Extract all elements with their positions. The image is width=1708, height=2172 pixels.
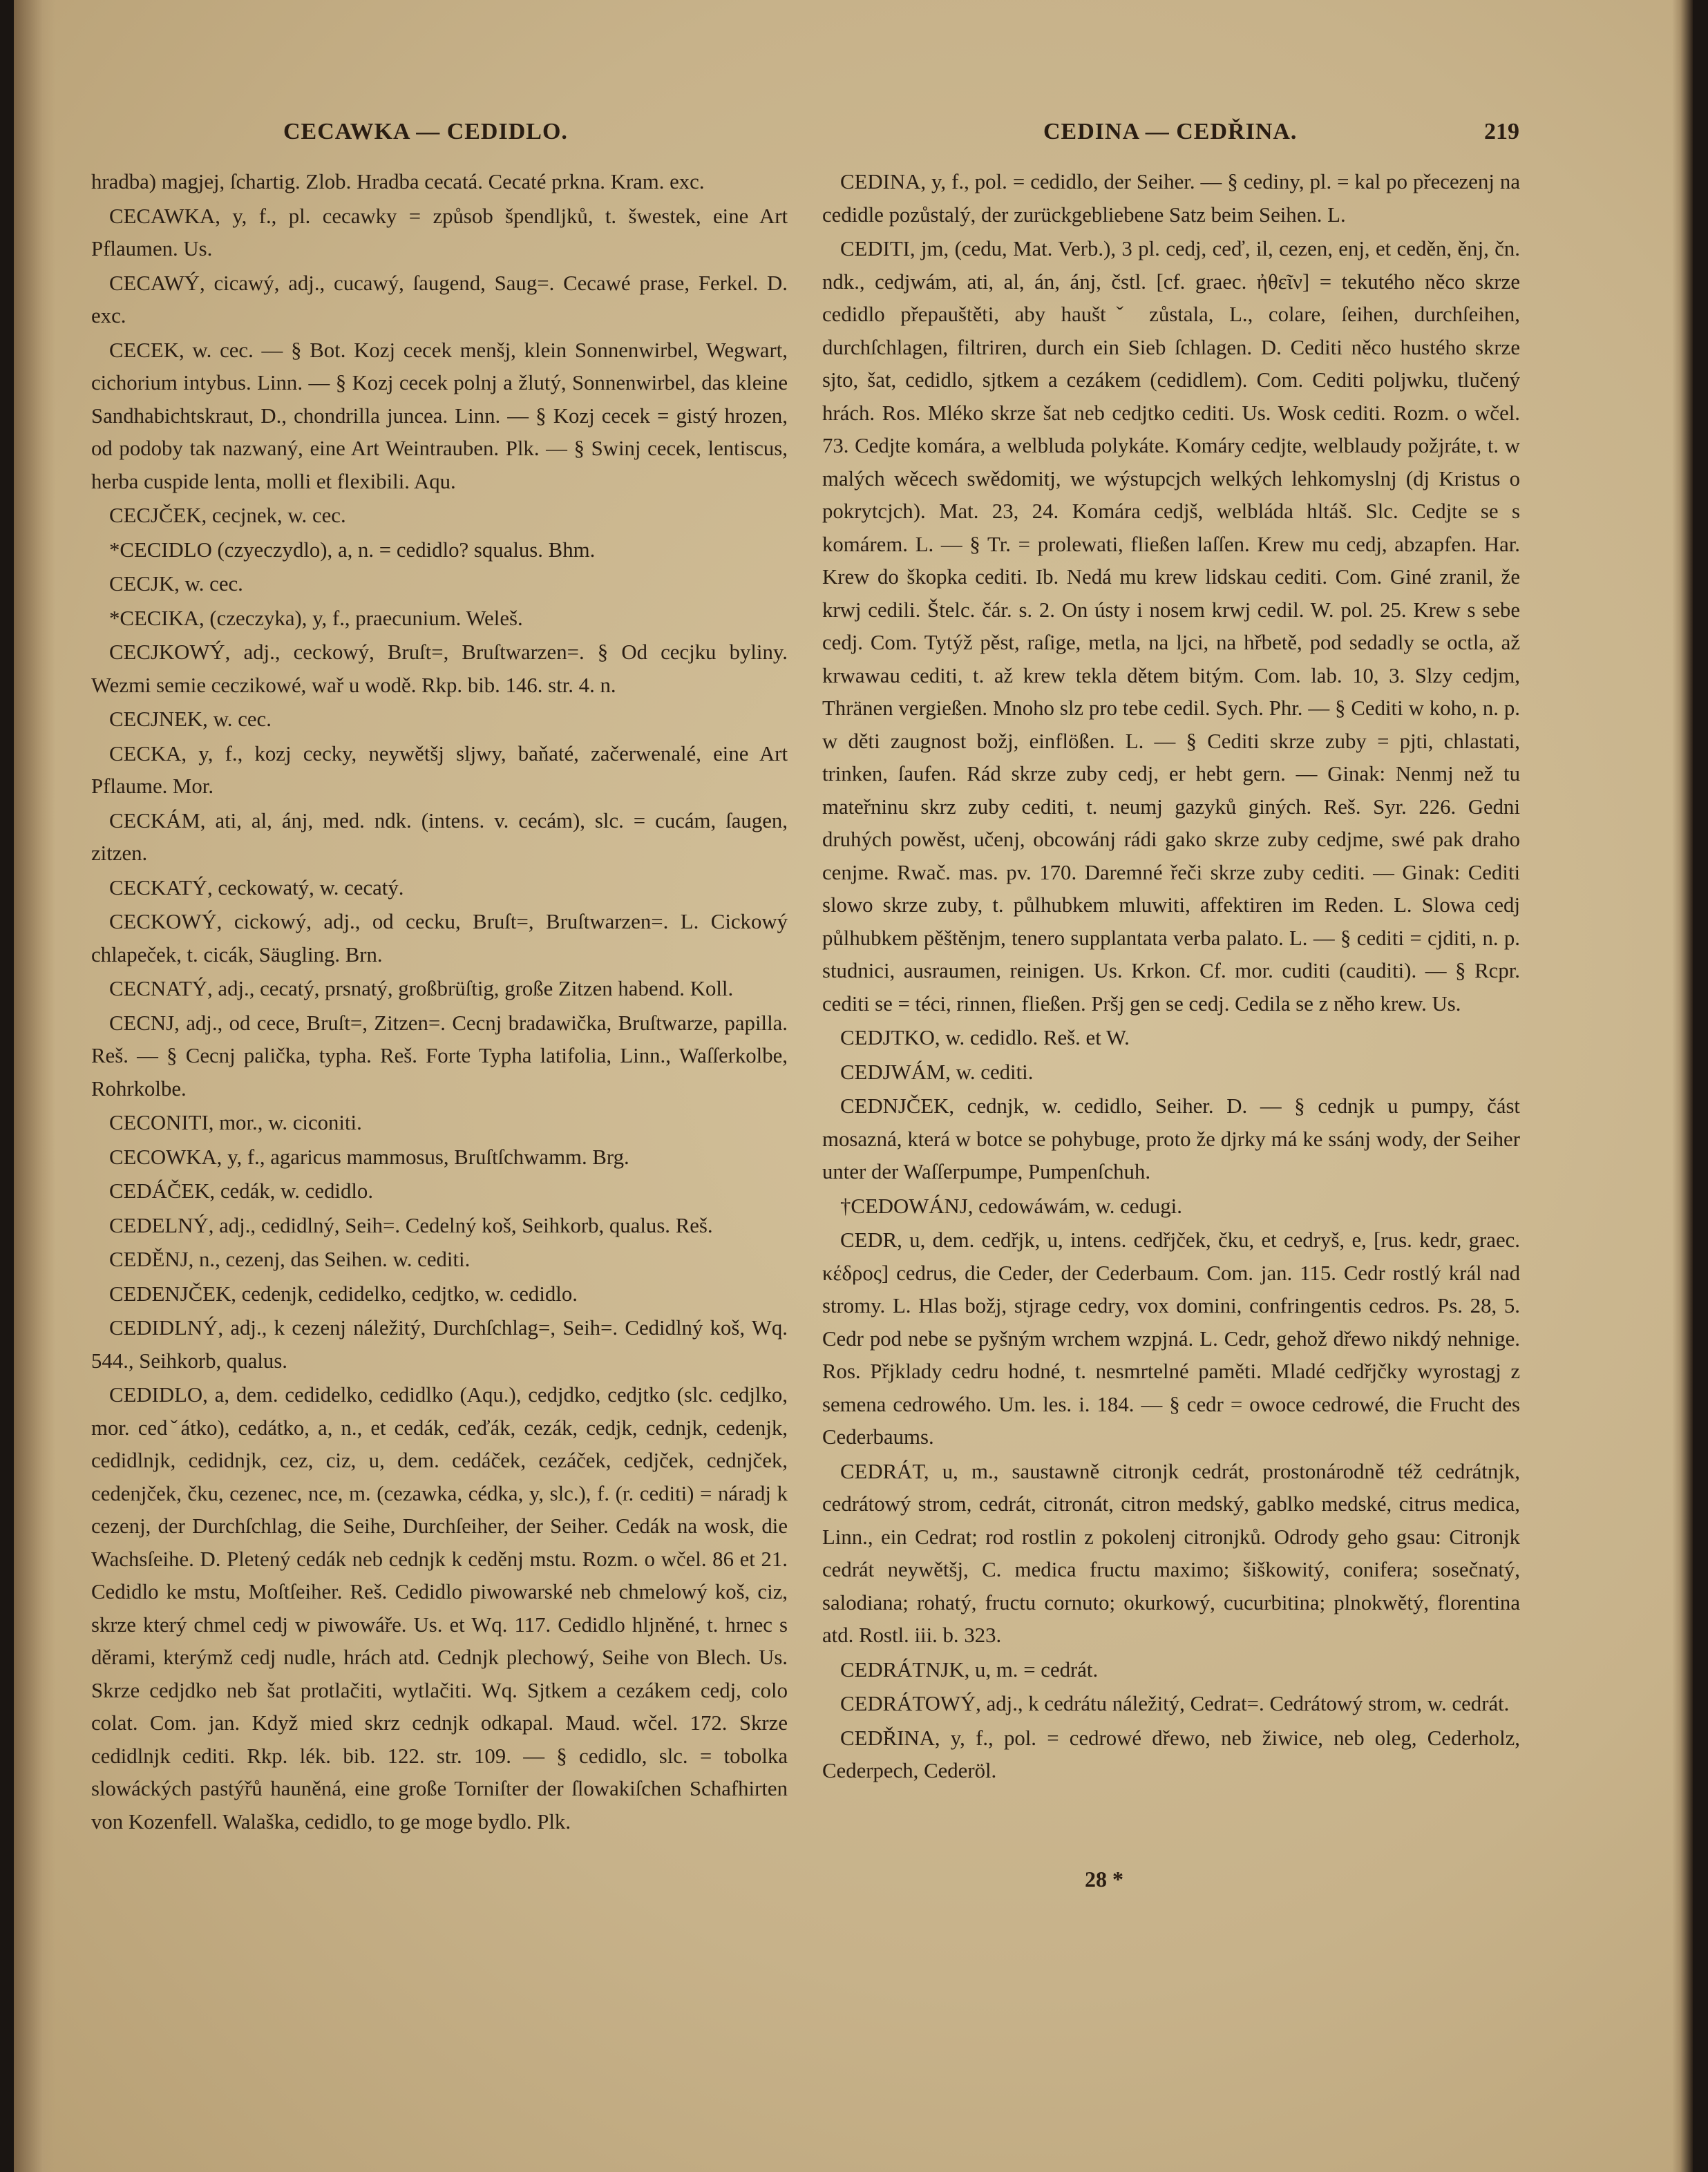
dictionary-entry: CECKOWÝ, cickowý, adj., od cecku, Bruſt=, Bruſtwarzen=. L. Cickowý chlapeček, t. cicák, Säugling. Brn. <box>91 910 788 966</box>
dictionary-entry: CEDINA, y, f., pol. = cedidlo, der Seiher. — § cediny, pl. = kal po přecezenj na cedidle pozůstalý, der zurückgebliebene Satz beim Seihen. L. <box>822 170 1520 227</box>
dictionary-entry: CECONITI, mor., w. ciconiti. <box>109 1111 362 1134</box>
dictionary-entry: CECNJ, adj., od cece, Bruſt=, Zitzen=. Cecnj bradawička, Bruſtwarze, papilla. Reš. — § Cecnj palička, typha. Reš. Forte Typha latifolia, Linn., Waſſerkolbe, Rohrkolbe. <box>91 1011 788 1101</box>
dictionary-entry: CECOWKA, y, f., agaricus mammosus, Bruſtſchwamm. Brg. <box>109 1145 629 1169</box>
signature-mark: 28 * <box>1085 1867 1123 1892</box>
page-number: 219 <box>1484 119 1519 144</box>
dictionary-entry: *CECIDLO (czyeczydlo), a, n. = cedidlo? squalus. Bhm. <box>109 537 596 562</box>
running-head-left: CECAWKA — CEDIDLO. <box>283 119 568 144</box>
dictionary-entry: CEDITI, jm, (cedu, Mat. Verb.), 3 pl. cedj, ceď, il, cezen, enj, et ceděn, ěnj, čn. ndk., cedjwám, ati, al, án, ánj, čstl. [cf. graec. ἠθεῖν] = tekutého něco skrze cedidlo přepauštěti, aby hauštˇ zůstala, L., colare, ſeihen, durchſeihen, durchſchlagen, filtriren, durch ein Sieb ſchlagen. D. Cediti něco hustého skrze sjto, šat, cedidlo, sjtkem a cezákem (cedidlem). Com. Cediti poljwku, tlučený hrách. Ros. Mléko skrze šat neb cedjtko cediti. Us. Wosk cediti. Rozm. o wčel. 73. Cedjte komára, a welbluda polykáte. Komáry cedjte, welblaudy požjráte, t. w malých wěcech swědomitj, we wýstupcjch welkých lehkomyslnj (dj Kristus o pokrytcjch). Mat. 23, 24. Komára cedjš, welbláda hltáš. Slc. Cedjte se s komárem. L. — § Tr. = prolewati, fließen laſſen. Krew mu cedj, abzapfen. Har. Krew do škopka cediti. Ib. Nedá mu krew lidskau cediti. Com. Giné zranil, že krwj cedili. Štelc. čár. s. 2. On ústy i nosem krwj cedil. W. pol. 25. Krew s sebe cedj. Com. Tytýž pěst, raſige, metla, na ljci, na hřbetě, pod sedadly se octla, až krwawau cediti, t. až krew tekla dětem bitým. Com. lab. 10, 3. Slzy cedjm, Thränen vergießen. Mnoho slz pro tebe cedil. Sych. Phr. — § Cediti w koho, n. p. w děti zaugnost božj, einflößen. L. — § Cediti skrze zuby = pjti, chlastati, trinken, ſaufen. Rád skrze zuby cedj, er hebt gern. — Ginak: Nenmj než tu mateřninu skrz zuby cediti, t. neumj gazyků giných. Reš. Syr. 226. Gedni druhých powěst, učenj, obcowánj rádi gako skrze zuby cedjme, swé pak draho cenjme. Rwač. mas. pv. 170. Daremné řeči skrze zuby cediti. — Ginak: Cediti slowo skrze zuby, t. půlhubkem mluwiti, affektiren im Reden. L. Slowa cedj půlhubkem pěštěnjm, tenero supplantata verba palato. L. — § cediti = cjditi, n. p. studnici, ausraumen, reinigen. Us. Krkon. Cf. mor. cuditi (cauditi). — § Rcpr. cediti se = téci, rinnen, fließen. Pršj gen se cedj. Cedila se z něho krew. Us. <box>822 237 1520 1016</box>
dictionary-entry: CEDIDLNÝ, adj., k cezenj náležitý, Durchſchlag=, Seih=. Cedidlný koš, Wq. 544., Seihkorb, qualus. <box>91 1316 788 1373</box>
page-edge-shadow <box>1672 0 1693 2172</box>
dictionary-page <box>14 0 1693 2172</box>
dictionary-entry: CEDRÁTNJK, u, m. = cedrát. <box>840 1657 1099 1682</box>
running-head-right: CEDINA — CEDŘINA. <box>1043 119 1298 144</box>
dictionary-entry: CEDRÁTOWÝ, adj., k cedrátu náležitý, Cedrat=. Cedrátowý strom, w. cedrát. <box>840 1692 1510 1715</box>
right-column <box>822 166 1520 1789</box>
dictionary-entry: CECAWÝ, cicawý, adj., cucawý, ſaugend, Saug=. Cecawé prase, Ferkel. D. exc. <box>91 271 788 327</box>
left-column <box>91 166 788 1840</box>
dictionary-entry: CECJKOWÝ, adj., ceckowý, Bruſt=, Bruſtwarzen=. § Od cecjku byliny. Wezmi semie ceczikowé, wař u wodě. Rkp. bib. 146. str. 4. n. <box>91 640 788 697</box>
dictionary-entry: CECNATÝ, adj., cecatý, prsnatý, großbrüſtig, große Zitzen habend. Koll. <box>109 977 734 1000</box>
dictionary-entry: CEDJWÁM, w. cediti. <box>840 1060 1034 1084</box>
dictionary-entry: CEDÁČEK, cedák, w. cedidlo. <box>109 1179 374 1203</box>
dictionary-entry: CECAWKA, y, f., pl. cecawky = způsob špendljků, t. šwestek, eine Art Pflaumen. Us. <box>91 204 788 260</box>
dictionary-entry: CECKÁM, ati, al, ánj, med. ndk. (intens. v. cecám), slc. = cucám, ſaugen, zitzen. <box>91 808 788 865</box>
dictionary-entry: *CECIKA, (czeczyka), y, f., praecunium. Weleš. <box>109 606 523 630</box>
dictionary-entry: CECJČEK, cecjnek, w. cec. <box>109 504 346 527</box>
dictionary-entry: †CEDOWÁNJ, cedowáwám, w. cedugi. <box>840 1194 1182 1218</box>
dictionary-entry: CEDRÁT, u, m., saustawně citronjk cedrát, prostonárodně též cedrátnjk, cedrátowý strom, cedrát, citronát, citron medský, gablko medské, citrus medica, Linn., ein Cedrat; rod rostlin z pokolenj citronjků. Odrody geho gsau: Citronjk cedrát neywětšj, C. medica fructu maximo; šiškowitý, conifera; sosečnatý, salodiana; rohatý, fructu cornuto; okurkowý, cucurbitina; plnokwětý, florentina atd. Rostl. iii. b. 323. <box>822 1459 1520 1647</box>
dictionary-entry: CEDR, u, dem. cedřjk, u, intens. cedřjček, čku, et cedryš, e, [rus. kedr, graec. κέδρος] cedrus, die Ceder, der Cederbaum. Com. jan. 115. Cedr rostlý král nad stromy. L. Hlas božj, stjrage cedry, vox domini, confringentis cedros. Ps. 28, 5. Cedr pod nebe se pyšným wrchem wzpjná. L. Cedr, gehož dřewo nikdý nehnige. Ros. Přjklady cedru hodné, t. nesmrtelné paměti. Mladé cedřjčky wyrostagj z semena cedrowého. Um. les. i. 184. — § cedr = owoce cedrowé, die Frucht des Cederbaums. <box>822 1228 1520 1449</box>
dictionary-entry: hradba) magjej, ſchartig. Zlob. Hradba cecatá. Cecaté prkna. Kram. exc. <box>91 170 705 193</box>
dictionary-entry: CECJNEK, w. cec. <box>109 707 272 731</box>
dictionary-entry: CECKA, y, f., kozj cecky, neywětšj sljwy, baňaté, začerwenalé, eine Art Pflaume. Mor. <box>91 741 788 798</box>
dictionary-entry: CEDŘINA, y, f., pol. = cedrowé dřewo, neb žiwice, neb oleg, Cederholz, Cederpech, Cederöl. <box>822 1726 1520 1782</box>
dictionary-entry: CECKATÝ, ceckowatý, w. cecatý. <box>109 875 404 899</box>
dictionary-entry: CEDIDLO, a, dem. cedidelko, cedidlko (Aqu.), cedjdko, cedjtko (slc. cedjlko, mor. cedˇátko), cedátko, a, n., et cedák, ceďák, cezák, cedjk, cednjk, cedenjk, cedidlnjk, cedidnjk, cez, ciz, u, dem. cedáček, cezáček, cedjček, cednjček, cedenjček, čku, cezeneс, nce, m. (cezawka, cédka, y, slc.), f. (r. cediti) = náradj k cezenj, der Durchſchlag, die Seihe, Durchſeiher, der Seiher. Cedák na wosk, die Wachsſeihe. D. Pletený cedák neb cednjk k ceděnj mstu. Rozm. o wčel. 86 et 21. Cedidlo ke mstu, Moſtſeiher. Reš. Cedidlo piwowarské neb chmelowý koš, ciz, skrze který chmel cedj w piwowáře. Us. et Wq. 117. Cedidlo hljněné, t. hrnec s děrami, kterýmž cedj nudle, hrách atd. Cednjk plechowý, Seihe von Blech. Us. Skrze cedjdko neb šat protlačiti, wytlačiti. Wq. Sjtkem a cezákem cedj, colo colat. Com. jan. Když mied skrz cednjk odkapal. Maud. wčel. 172. Skrze cedidlnjk cediti. Rkp. lék. bib. 122. str. 109. — § cedidlo, slc. = tobolka slowáckých pastýřů hauněná, eine große Torniſter der ſlowakiſchen Schafhirten von Kozenfell. Walaška, cedidlo, to ge moge bydlo. Plk. <box>91 1383 788 1833</box>
dictionary-entry: CECJK, w. cec. <box>109 572 243 596</box>
dictionary-entry: CEDJTKO, w. cedidlo. Reš. et W. <box>840 1026 1130 1049</box>
dictionary-entry: CEDENJČEK, cedenjk, cedidelko, cedjtko, w. cedidlo. <box>109 1282 578 1306</box>
book-gutter-shadow <box>14 0 55 2172</box>
dictionary-entry: CEDELNÝ, adj., cedidlný, Seih=. Cedelný koš, Seihkorb, qualus. Reš. <box>109 1213 713 1237</box>
dictionary-entry: CEDNJČEK, cednjk, w. cedidlo, Seiher. D. — § cednjk u pumpy, část mosazná, která w botce se pohybuge, proto že djrky má ke ssánj wody, der Seiher unter der Waſſerpumpe, Pumpenſchuh. <box>822 1094 1520 1183</box>
dictionary-entry: CEDĚNJ, n., cezenj, das Seihen. w. cediti. <box>109 1248 471 1271</box>
dictionary-entry: CECEK, w. cec. — § Bot. Kozj cecek menšj, klein Sonnenwirbel, Wegwart, cichorium intybus. Linn. — § Kozj cecek polnj a žlutý, Sonnenwirbel, das kleine Sandhabichtskraut, D., chondrilla juncea. Linn. — § Kozj cecek = gistý hrozen, od podoby tak nazwaný, eine Art Weintrauben. Plk. — § Swinj cecek, lentiscus, herba cuspide lenta, molli et flexibili. Aqu. <box>91 338 788 493</box>
